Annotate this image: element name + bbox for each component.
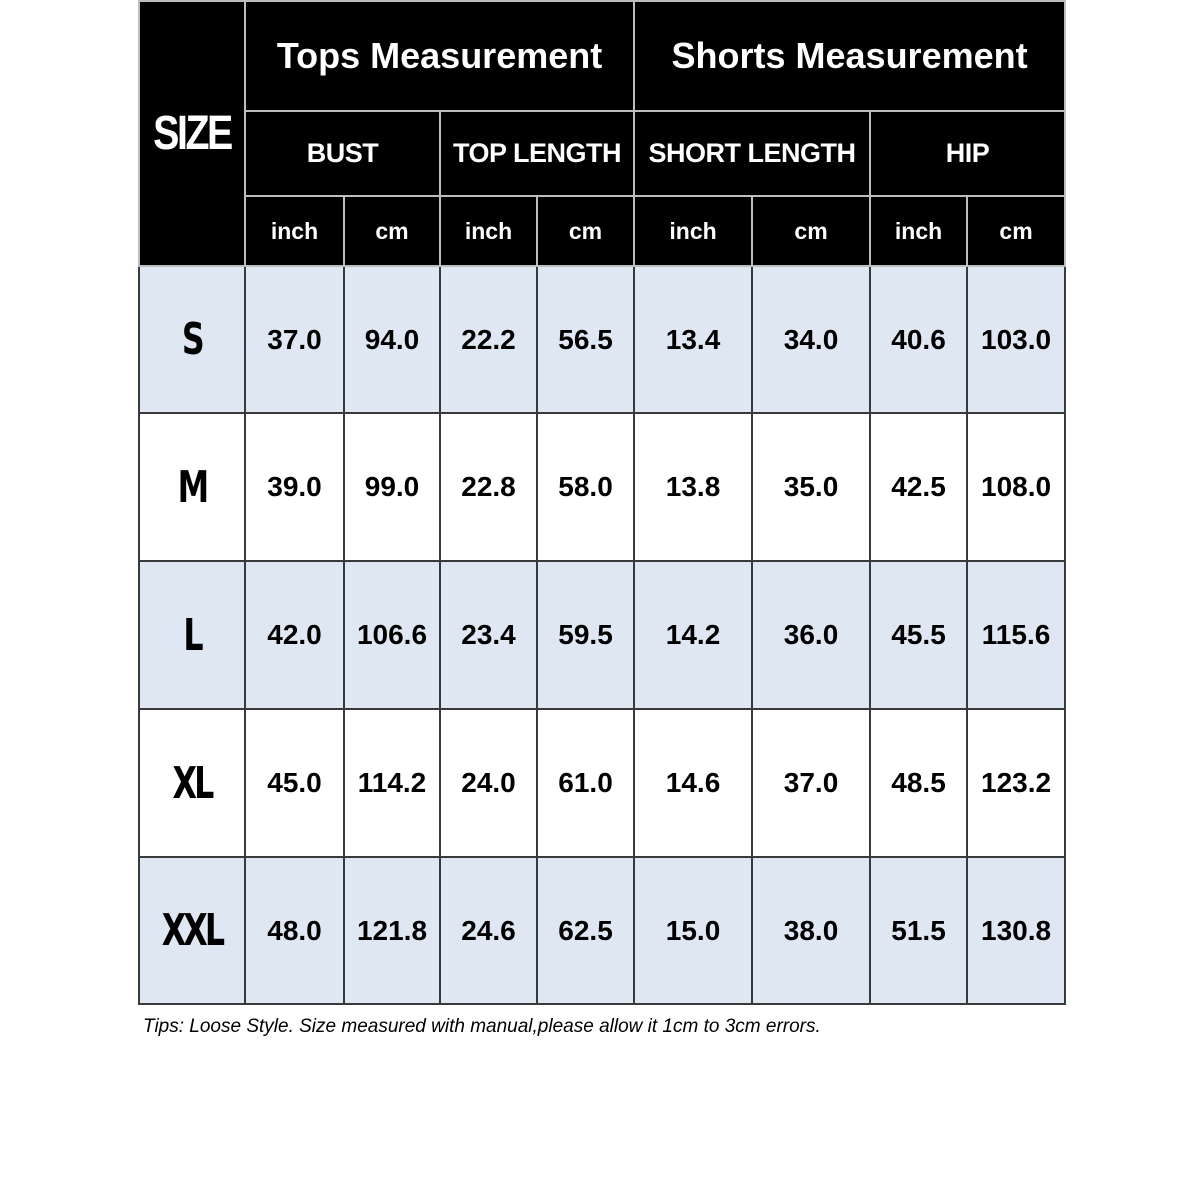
size-label: M [177, 461, 207, 513]
top-length-cm-cell: 62.5 [537, 857, 634, 1004]
short-length-inch-cell: 15.0 [634, 857, 752, 1004]
top-length-inch-cell: 24.0 [440, 709, 537, 857]
size-label: S [182, 314, 202, 365]
unit-header: inch [245, 196, 344, 266]
table-row [139, 266, 1065, 413]
header-unit-row [139, 196, 1065, 266]
top-length-inch-cell: 24.6 [440, 857, 537, 1004]
size-cell [139, 266, 245, 413]
short-length-header: SHORT LENGTH [634, 111, 870, 196]
short-length-inch-cell: 14.6 [634, 709, 752, 857]
bust-cm-cell: 121.8 [344, 857, 440, 1004]
tips-note: Tips: Loose Style. Size measured with manual,please allow it 1cm to 3cm errors. [143, 1016, 821, 1037]
top-length-cm-cell: 56.5 [537, 266, 634, 413]
short-length-inch-cell: 13.8 [634, 413, 752, 561]
unit-header: cm [967, 196, 1065, 266]
bust-inch-cell: 39.0 [245, 413, 344, 561]
tops-measurement-header: Tops Measurement [245, 1, 634, 111]
top-length-inch-cell: 22.8 [440, 413, 537, 561]
unit-header: cm [537, 196, 634, 266]
bust-cm-cell: 94.0 [344, 266, 440, 413]
shorts-measurement-header: Shorts Measurement [634, 1, 1065, 111]
short-length-cm-cell: 36.0 [752, 561, 870, 709]
unit-header: inch [440, 196, 537, 266]
size-cell [139, 413, 245, 561]
size-header [139, 1, 245, 266]
hip-cm-cell: 123.2 [967, 709, 1065, 857]
size-cell [139, 857, 245, 1004]
size-label: XL [172, 757, 212, 809]
table-row [139, 561, 1065, 709]
short-length-cm-cell: 34.0 [752, 266, 870, 413]
top-length-cm-cell: 61.0 [537, 709, 634, 857]
table-row [139, 413, 1065, 561]
hip-cm-cell: 108.0 [967, 413, 1065, 561]
short-length-cm-cell: 37.0 [752, 709, 870, 857]
bust-inch-cell: 48.0 [245, 857, 344, 1004]
top-length-header: TOP LENGTH [440, 111, 634, 196]
size-label: XXL [161, 905, 223, 956]
top-length-inch-cell: 22.2 [440, 266, 537, 413]
size-chart-table [138, 0, 1066, 1005]
hip-header: HIP [870, 111, 1065, 196]
hip-inch-cell: 40.6 [870, 266, 967, 413]
hip-inch-cell: 45.5 [870, 561, 967, 709]
unit-header: inch [634, 196, 752, 266]
bust-inch-cell: 45.0 [245, 709, 344, 857]
hip-cm-cell: 115.6 [967, 561, 1065, 709]
short-length-cm-cell: 38.0 [752, 857, 870, 1004]
bust-cm-cell: 99.0 [344, 413, 440, 561]
hip-cm-cell: 130.8 [967, 857, 1065, 1004]
bust-inch-cell: 42.0 [245, 561, 344, 709]
size-label: L [183, 609, 201, 661]
size-cell [139, 561, 245, 709]
top-length-cm-cell: 58.0 [537, 413, 634, 561]
bust-inch-cell: 37.0 [245, 266, 344, 413]
header-group-row [139, 1, 1065, 111]
top-length-cm-cell: 59.5 [537, 561, 634, 709]
unit-header: inch [870, 196, 967, 266]
short-length-inch-cell: 14.2 [634, 561, 752, 709]
unit-header: cm [344, 196, 440, 266]
bust-header: BUST [245, 111, 440, 196]
size-header-label: SIZE [153, 107, 231, 160]
short-length-inch-cell: 13.4 [634, 266, 752, 413]
table-row [139, 709, 1065, 857]
header-column-row [139, 111, 1065, 196]
hip-inch-cell: 51.5 [870, 857, 967, 1004]
unit-header: cm [752, 196, 870, 266]
bust-cm-cell: 114.2 [344, 709, 440, 857]
table-row [139, 857, 1065, 1004]
short-length-cm-cell: 35.0 [752, 413, 870, 561]
size-cell [139, 709, 245, 857]
hip-inch-cell: 48.5 [870, 709, 967, 857]
top-length-inch-cell: 23.4 [440, 561, 537, 709]
hip-inch-cell: 42.5 [870, 413, 967, 561]
hip-cm-cell: 103.0 [967, 266, 1065, 413]
bust-cm-cell: 106.6 [344, 561, 440, 709]
